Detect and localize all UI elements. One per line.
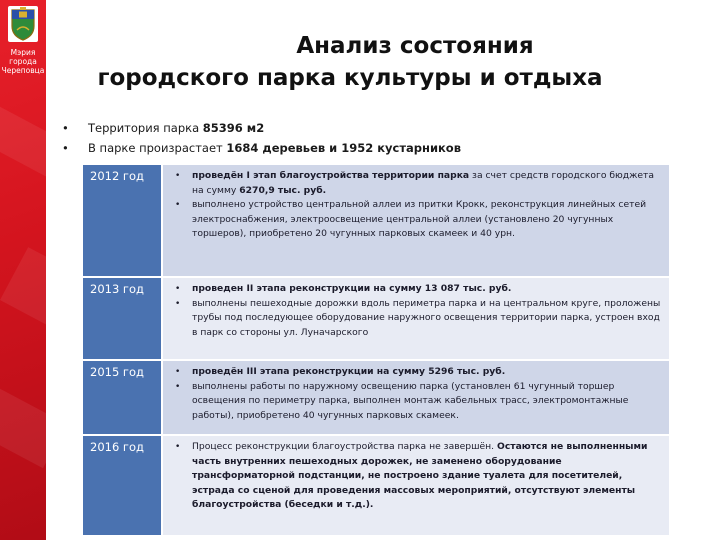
brand-sidebar — [0, 0, 46, 540]
list-item: • выполнены работы по наружному освещению парка (установлен 61 чугунный торшер освещения по периметру парка, выполнен монтаж кабельных трасс, электромонтажные работы), приобретено 40 чугунных парковых скамеек. — [173, 380, 661, 424]
year-cell: 2013 год — [83, 278, 163, 359]
table-row — [83, 436, 669, 535]
list-item: • проведён III этапа реконструкции на сумму 5296 тыс. руб. — [173, 365, 661, 380]
description-cell — [163, 165, 669, 276]
city-line: Мэрия — [10, 48, 36, 57]
city-line: Череповца — [1, 66, 45, 75]
list-item: • выполнено устройство центральной аллеи из притки Крокк, реконструкция линейных сетей электроснабжения, электроосвещение центральной аллеи (установлено 20 чугунных торшеров), приобретено 20 чугунных парковых скамеек и 40 урн. — [173, 198, 661, 242]
list-item: • выполнены пешеходные дорожки вдоль периметра парка и на центральном круге, проложены трубы под последующее оборудование наружного освещения территории парка, устроен вход в парк со стороны ул. Луначарского — [173, 297, 661, 341]
decor-shard — [0, 382, 46, 468]
year-cell: 2016 год — [83, 436, 163, 535]
table-row — [83, 278, 669, 361]
description-cell — [163, 436, 669, 535]
list-item: • Процесс реконструкции благоустройства парка не завершён. Остаются не выполненными часть внутренних пешеходных дорожек, не заменено оборудование трансформаторной подстанции, не построено здание туалета для посетителей, эстрада со сценой для проведения массовых мероприятий, отсутствуют элементы благоустройства (беседки и т.д.). — [173, 440, 661, 513]
city-line: города — [9, 57, 37, 66]
table-row — [83, 361, 669, 436]
page-title — [60, 30, 680, 94]
year-cell: 2012 год — [83, 165, 163, 276]
reconstruction-table — [82, 164, 668, 534]
intro-item-area: • Территория парка 85396 м2 — [62, 118, 461, 138]
title-line-1: Анализ состояния — [296, 33, 534, 59]
decor-shard — [0, 104, 46, 177]
table-row — [83, 165, 669, 278]
list-item: • проведен II этапа реконструкции на сумму 13 087 тыс. руб. — [173, 282, 661, 297]
decor-shard — [0, 247, 46, 333]
intro-item-trees: • В парке произрастает 1684 деревьев и 1952 кустарников — [62, 138, 461, 158]
title-line-2: городского парка культуры и отдыха — [97, 65, 603, 91]
description-cell — [163, 278, 669, 359]
city-coat-of-arms-icon — [8, 6, 38, 42]
description-cell — [163, 361, 669, 434]
year-cell: 2015 год — [83, 361, 163, 434]
city-name — [0, 48, 46, 75]
list-item: • проведён I этап благоустройства территории парка за счет средств городского бюджета на сумму 6270,9 тыс. руб. — [173, 169, 661, 198]
intro-list — [62, 118, 461, 158]
